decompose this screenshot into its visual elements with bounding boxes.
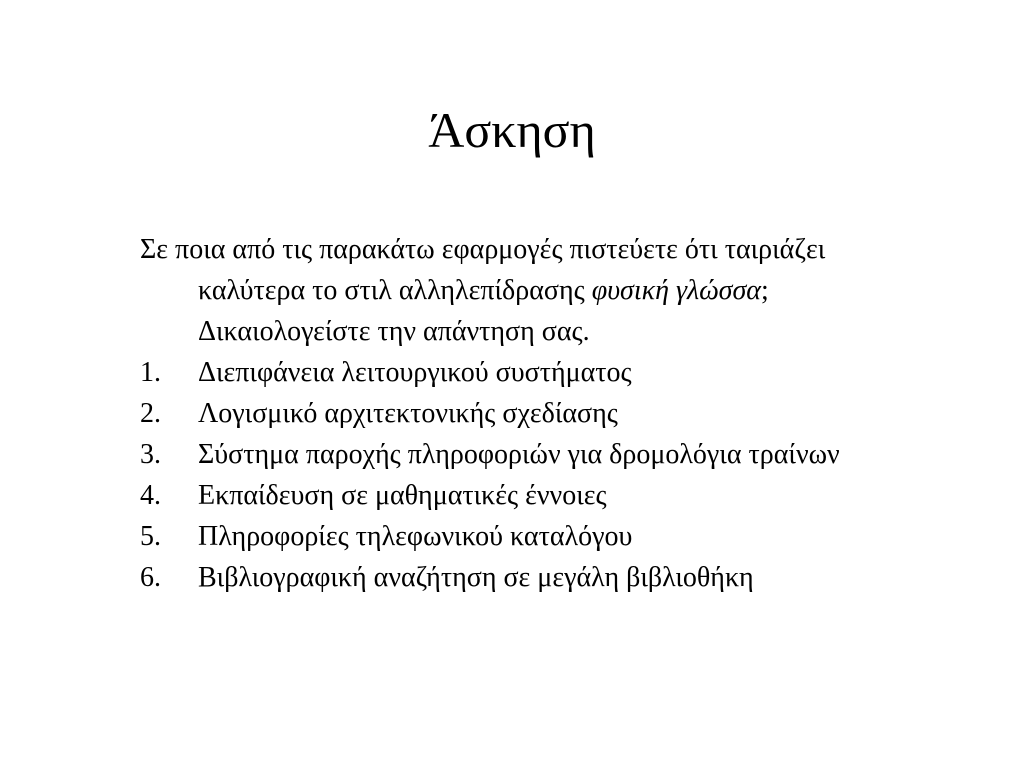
list-item-number: 4. (140, 480, 161, 511)
question-emphasis: φυσική γλώσσα (591, 275, 761, 306)
list-item-text: Βιβλιογραφική αναζήτηση σε μεγάλη βιβλιοθήκη (198, 562, 754, 593)
list-item (140, 352, 930, 393)
question-text-before: Σε ποια από τις παρακάτω εφαρμογές πιστεύετε ότι ταιριάζει καλύτερα το στιλ αλληλεπίδρασης (140, 234, 826, 306)
list-item (140, 475, 930, 516)
list-item (140, 434, 930, 475)
list-item-text: Πληροφορίες τηλεφωνικού καταλόγου (198, 521, 633, 552)
options-list (140, 352, 930, 598)
list-item-text: Εκπαίδευση σε μαθηματικές έννοιες (198, 480, 607, 511)
list-item-text: Λογισμικό αρχιτεκτονικής σχεδίασης (198, 398, 618, 429)
slide-title: Άσκηση (428, 102, 596, 158)
question-paragraph (140, 229, 930, 352)
list-item (140, 393, 930, 434)
slide-body (140, 229, 930, 598)
list-item-text: Διεπιφάνεια λειτουργικού συστήματος (198, 357, 632, 388)
list-item-number: 5. (140, 521, 161, 552)
list-item-text: Σύστημα παροχής πληροφοριών για δρομολόγια τραίνων (198, 439, 840, 470)
list-item-number: 2. (140, 398, 161, 429)
list-item-number: 6. (140, 562, 161, 593)
list-item (140, 516, 930, 557)
list-item (140, 557, 930, 598)
question-text-after: ; Δικαιολογείστε την απάντηση σας. (198, 275, 769, 347)
list-item-number: 3. (140, 439, 161, 470)
list-item-number: 1. (140, 357, 161, 388)
